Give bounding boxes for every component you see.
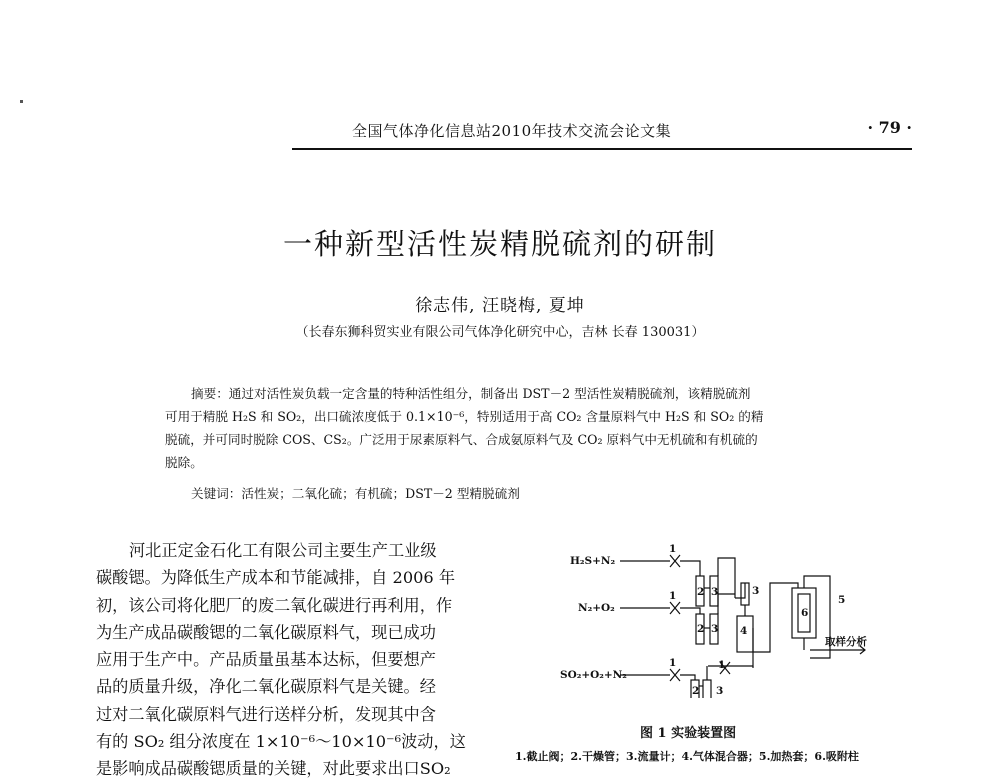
num-label: 1 xyxy=(669,543,677,555)
num-label: 3 xyxy=(711,623,719,635)
body-text xyxy=(96,537,506,783)
num-label: 1 xyxy=(718,659,726,671)
inlet-label-3: SO₂+O₂+N₂ xyxy=(560,669,627,681)
valve-2-icon xyxy=(670,602,680,614)
figure-caption: 图 1 实验装置图 xyxy=(640,726,737,741)
body-line: 初，该公司将化肥厂的废二氧化碳进行再利用，作 xyxy=(96,595,453,615)
num-label: 1 xyxy=(669,590,677,602)
num-label: 3 xyxy=(711,586,719,598)
body-line: 有的 SO₂ 组分浓度在 1×10⁻⁶～10×10⁻⁶波动，这 xyxy=(96,732,466,752)
body-line: 河北正定金石化工有限公司主要生产工业级 xyxy=(129,541,437,560)
scan-speck xyxy=(20,100,23,103)
body-line: 品的质量升级，净化二氧化碳原料气是关键。经 xyxy=(96,677,436,697)
inlet-label-1: H₂S+N₂ xyxy=(570,555,616,567)
num-label: 2 xyxy=(697,623,705,635)
num-label: 6 xyxy=(801,607,809,619)
valve-3-icon xyxy=(670,669,680,681)
figure-legend: 1.截止阀；2.干燥管；3.流量计；4.气体混合器；5.加热套；6.吸附柱 xyxy=(515,750,859,763)
affiliation: （长春东狮科贸实业有限公司气体净化研究中心，吉林 长春 130031） xyxy=(295,325,705,340)
running-header xyxy=(292,116,912,150)
num-label: 4 xyxy=(740,625,748,637)
abstract-line: 脱硫，并可同时脱除 COS、CS₂。广泛用于尿素原料气、合成氨原料气及 CO₂ 原料气中无机硫和有机硫的 xyxy=(165,432,758,447)
abstract-line: 脱除。 xyxy=(165,455,203,470)
body-line: 过对二氧化碳原料气进行送样分析，发现其中含 xyxy=(96,704,436,724)
num-label: 5 xyxy=(838,594,846,606)
outlet-label: 取样分析 xyxy=(825,636,867,648)
abstract-line: 摘要：通过对活性炭负载一定含量的特种活性组分，制备出 DST－2 型活性炭精脱硫剂，该精脱硫剂 xyxy=(191,386,751,401)
body-line: 应用于生产中。产品质量虽基本达标，但要想产 xyxy=(96,650,436,670)
num-label: 3 xyxy=(752,585,760,597)
abstract-line: 可用于精脱 H₂S 和 SO₂，出口硫浓度低于 0.1×10⁻⁶，特别适用于高 CO₂ 含量原料气中 H₂S 和 SO₂ 的精 xyxy=(165,409,764,424)
page-number: · 79 · xyxy=(867,118,912,137)
keywords: 关键词：活性炭；二氧化硫；有机硫；DST－2 型精脱硫剂 xyxy=(191,486,520,501)
num-label: 1 xyxy=(669,657,677,669)
flowmeter-3 xyxy=(703,680,711,698)
apparatus-diagram xyxy=(530,528,940,698)
abstract xyxy=(165,382,845,474)
running-title: 全国气体净化信息站2010年技术交流会论文集 xyxy=(352,122,672,140)
num-label: 3 xyxy=(716,685,724,697)
body-line: 是影响成品碳酸锶质量的关键，对此要求出口SO₂ xyxy=(96,759,451,779)
body-line: 碳酸锶。为降低生产成本和节能减排，自 2006 年 xyxy=(96,568,456,588)
num-label: 2 xyxy=(697,586,705,598)
num-label: 2 xyxy=(692,685,700,697)
inlet-label-2: N₂+O₂ xyxy=(578,602,615,614)
paper-title: 一种新型活性炭精脱硫剂的研制 xyxy=(282,227,717,261)
body-line: 为生产成品碳酸锶的二氧化碳原料气，现已成功 xyxy=(96,622,436,642)
author-list: 徐志伟, 汪晓梅, 夏坤 xyxy=(415,296,585,316)
valve-1-icon xyxy=(670,555,680,567)
